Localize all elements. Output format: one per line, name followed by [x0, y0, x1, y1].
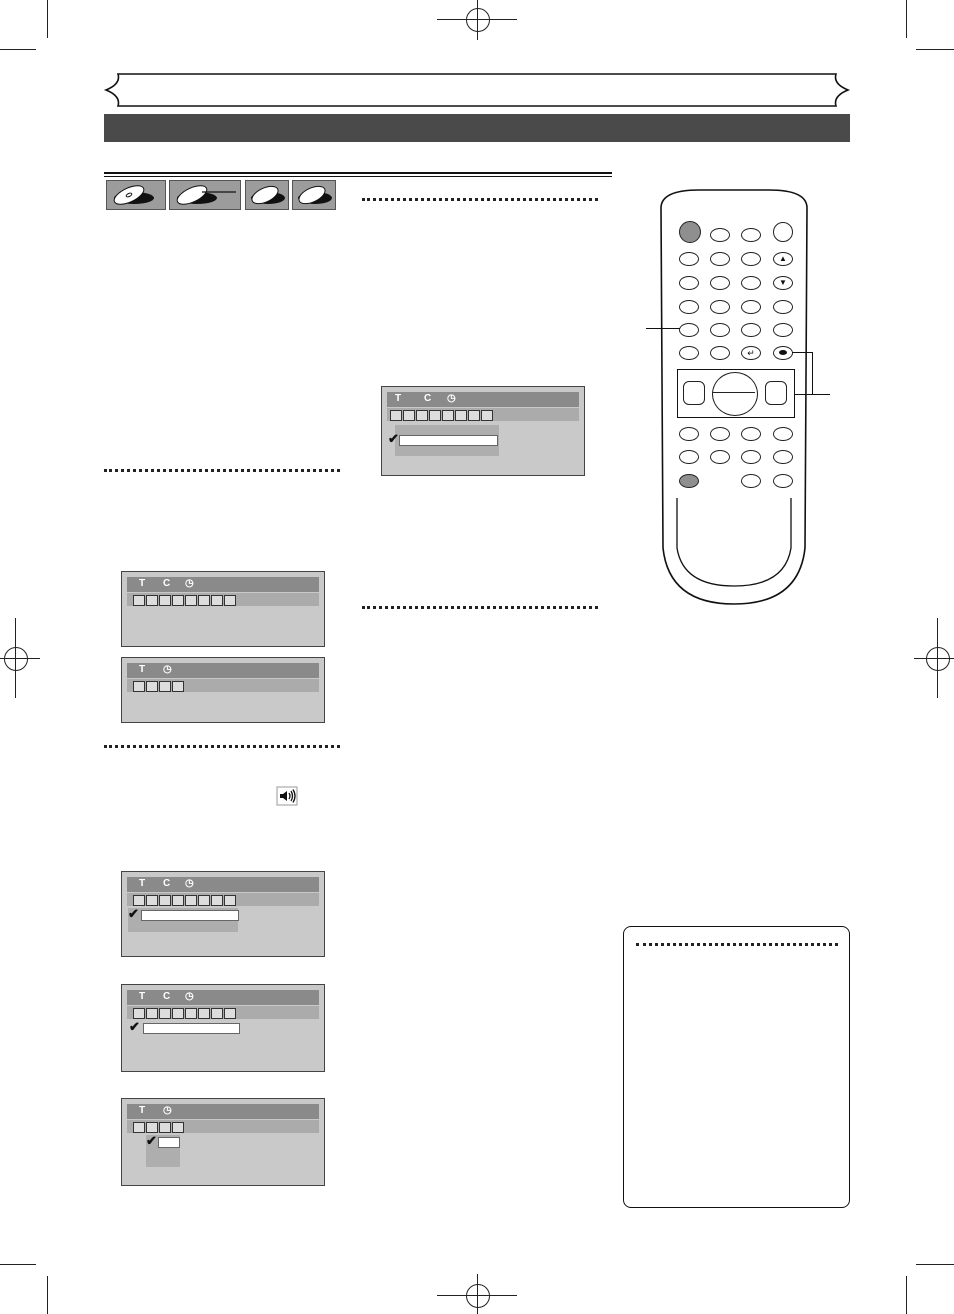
disc-badge: [169, 180, 241, 210]
remote-button[interactable]: [773, 474, 793, 488]
osd-menu-icon: [133, 1122, 145, 1133]
osd-screen: [121, 871, 325, 957]
disc-icon: [246, 181, 288, 209]
chapter-icon: C: [163, 578, 171, 589]
chapter-icon: C: [424, 393, 432, 404]
down-button[interactable]: ▼: [773, 276, 793, 290]
zoom-icon: [224, 1008, 236, 1019]
angle-icon: [172, 1008, 184, 1019]
marker-icon: [455, 410, 467, 421]
remote-button[interactable]: [710, 323, 730, 337]
angle-icon: [172, 895, 184, 906]
step-divider: [362, 198, 598, 201]
marker-icon: [172, 1122, 184, 1133]
navigation-pad[interactable]: [712, 372, 758, 416]
title-icon: T: [139, 578, 146, 589]
disc-badge: [106, 180, 166, 210]
marker-icon: [198, 1008, 210, 1019]
disc-icon: [170, 181, 240, 209]
osd-menu-icon: [390, 410, 402, 421]
record-button[interactable]: [773, 346, 793, 360]
remote-button[interactable]: [679, 276, 699, 290]
column-rule: [104, 176, 612, 177]
repeat-icon: [185, 895, 197, 906]
zoom-icon: [224, 595, 236, 606]
remote-button[interactable]: [679, 474, 699, 488]
remote-button[interactable]: [679, 346, 699, 360]
title-icon: T: [139, 991, 146, 1002]
osd-screen: [121, 571, 325, 647]
repeat-icon: [185, 1008, 197, 1019]
crop-mark: [906, 1276, 907, 1314]
speaker-icon: [146, 1122, 158, 1133]
clock-icon: ◷: [163, 664, 172, 675]
callout-target-button[interactable]: [679, 323, 699, 337]
crop-mark: [0, 49, 36, 50]
title-icon: T: [139, 664, 146, 675]
subtitle-icon: [159, 595, 171, 606]
angle-icon: [429, 410, 441, 421]
osd-menu-icon: [133, 595, 145, 606]
clock-icon: ◷: [185, 578, 194, 589]
subtitle-icon: [159, 895, 171, 906]
clock-icon: ◷: [163, 1105, 172, 1116]
repeat-icon: [442, 410, 454, 421]
remote-button[interactable]: [741, 300, 761, 314]
crop-mark: [906, 0, 907, 38]
crop-mark: [47, 1276, 48, 1314]
note-box: [623, 926, 850, 1208]
callout-line: [812, 352, 813, 395]
noise-reduction-icon: [211, 595, 223, 606]
zoom-icon: [224, 895, 236, 906]
title-icon: T: [395, 393, 402, 404]
remote-button[interactable]: [773, 450, 793, 464]
speaker-icon: [146, 595, 158, 606]
osd-selected-item: [143, 1023, 240, 1034]
remote-button[interactable]: [741, 228, 761, 242]
remote-button[interactable]: [710, 346, 730, 360]
osd-selected-item: [158, 1137, 180, 1148]
remote-button[interactable]: [773, 323, 793, 337]
remote-button[interactable]: [710, 228, 730, 242]
remote-button[interactable]: [710, 252, 730, 266]
title-icon: T: [139, 1105, 146, 1116]
disc-icon: [293, 181, 335, 209]
power-button[interactable]: [679, 221, 701, 243]
noise-reduction-icon: [211, 1008, 223, 1019]
speaker-icon: [276, 786, 298, 806]
column-rule: [104, 172, 612, 174]
noise-reduction-icon: [211, 895, 223, 906]
chapter-icon: C: [163, 991, 171, 1002]
clock-icon: ◷: [185, 991, 194, 1002]
subtitle-icon: [159, 1008, 171, 1019]
marker-icon: [172, 681, 184, 692]
remote-button[interactable]: [710, 427, 730, 441]
note-divider: [636, 943, 838, 946]
angle-icon: [172, 595, 184, 606]
callout-line: [794, 394, 830, 395]
clock-icon: ◷: [447, 393, 456, 404]
marker-icon: [198, 895, 210, 906]
section-title-bar: [104, 114, 850, 142]
remote-button[interactable]: [679, 427, 699, 441]
step-divider: [104, 469, 340, 472]
repeat-icon: [159, 681, 171, 692]
speaker-icon: [146, 681, 158, 692]
speaker-icon: [146, 895, 158, 906]
right-button[interactable]: [765, 381, 787, 405]
up-button[interactable]: ▲: [773, 252, 793, 266]
remote-button[interactable]: [741, 276, 761, 290]
osd-selected-item: [399, 435, 498, 446]
osd-menu-icon: [133, 1008, 145, 1019]
marker-icon: [198, 595, 210, 606]
remote-button[interactable]: [773, 222, 793, 242]
callout-line: [646, 328, 680, 329]
osd-selected-item: [141, 910, 239, 921]
zoom-icon: [481, 410, 493, 421]
osd-screen: [121, 984, 325, 1072]
enter-button[interactable]: ↵: [741, 346, 761, 360]
step-divider: [104, 745, 340, 748]
repeat-icon: [159, 1122, 171, 1133]
crop-mark: [47, 0, 48, 38]
chapter-icon: C: [163, 878, 171, 889]
osd-screen: [121, 657, 325, 723]
remote-button[interactable]: [741, 427, 761, 441]
left-button[interactable]: [683, 381, 705, 405]
header-banner: [102, 72, 852, 108]
navigation-pad-divider: [713, 392, 755, 393]
osd-menu-icon: [133, 895, 145, 906]
osd-menu-icon: [133, 681, 145, 692]
subtitle-icon: [416, 410, 428, 421]
noise-reduction-icon: [468, 410, 480, 421]
osd-screen: [381, 386, 585, 476]
checkmark-icon: ✔: [128, 906, 139, 921]
step-divider: [362, 606, 598, 609]
disc-icon: [107, 181, 165, 209]
remote-button[interactable]: [741, 323, 761, 337]
remote-button[interactable]: [679, 252, 699, 266]
crop-mark: [916, 49, 954, 50]
remote-button[interactable]: [710, 450, 730, 464]
remote-button[interactable]: [679, 300, 699, 314]
callout-line: [792, 352, 812, 353]
remote-button[interactable]: [741, 450, 761, 464]
checkmark-icon: ✔: [146, 1133, 157, 1148]
remote-button[interactable]: [710, 300, 730, 314]
title-icon: T: [139, 878, 146, 889]
crop-mark: [916, 1264, 954, 1265]
repeat-icon: [185, 595, 197, 606]
remote-button[interactable]: [773, 300, 793, 314]
crop-mark: [0, 1264, 36, 1265]
remote-button[interactable]: [741, 252, 761, 266]
osd-screen: [121, 1098, 325, 1186]
remote-button[interactable]: [679, 450, 699, 464]
remote-button[interactable]: [741, 474, 761, 488]
disc-badge: [292, 180, 336, 210]
disc-badge: [245, 180, 289, 210]
remote-button[interactable]: [773, 427, 793, 441]
remote-button[interactable]: [710, 276, 730, 290]
speaker-icon: [146, 1008, 158, 1019]
speaker-icon: [403, 410, 415, 421]
clock-icon: ◷: [185, 878, 194, 889]
checkmark-icon: ✔: [129, 1019, 140, 1034]
checkmark-icon: ✔: [388, 431, 399, 446]
